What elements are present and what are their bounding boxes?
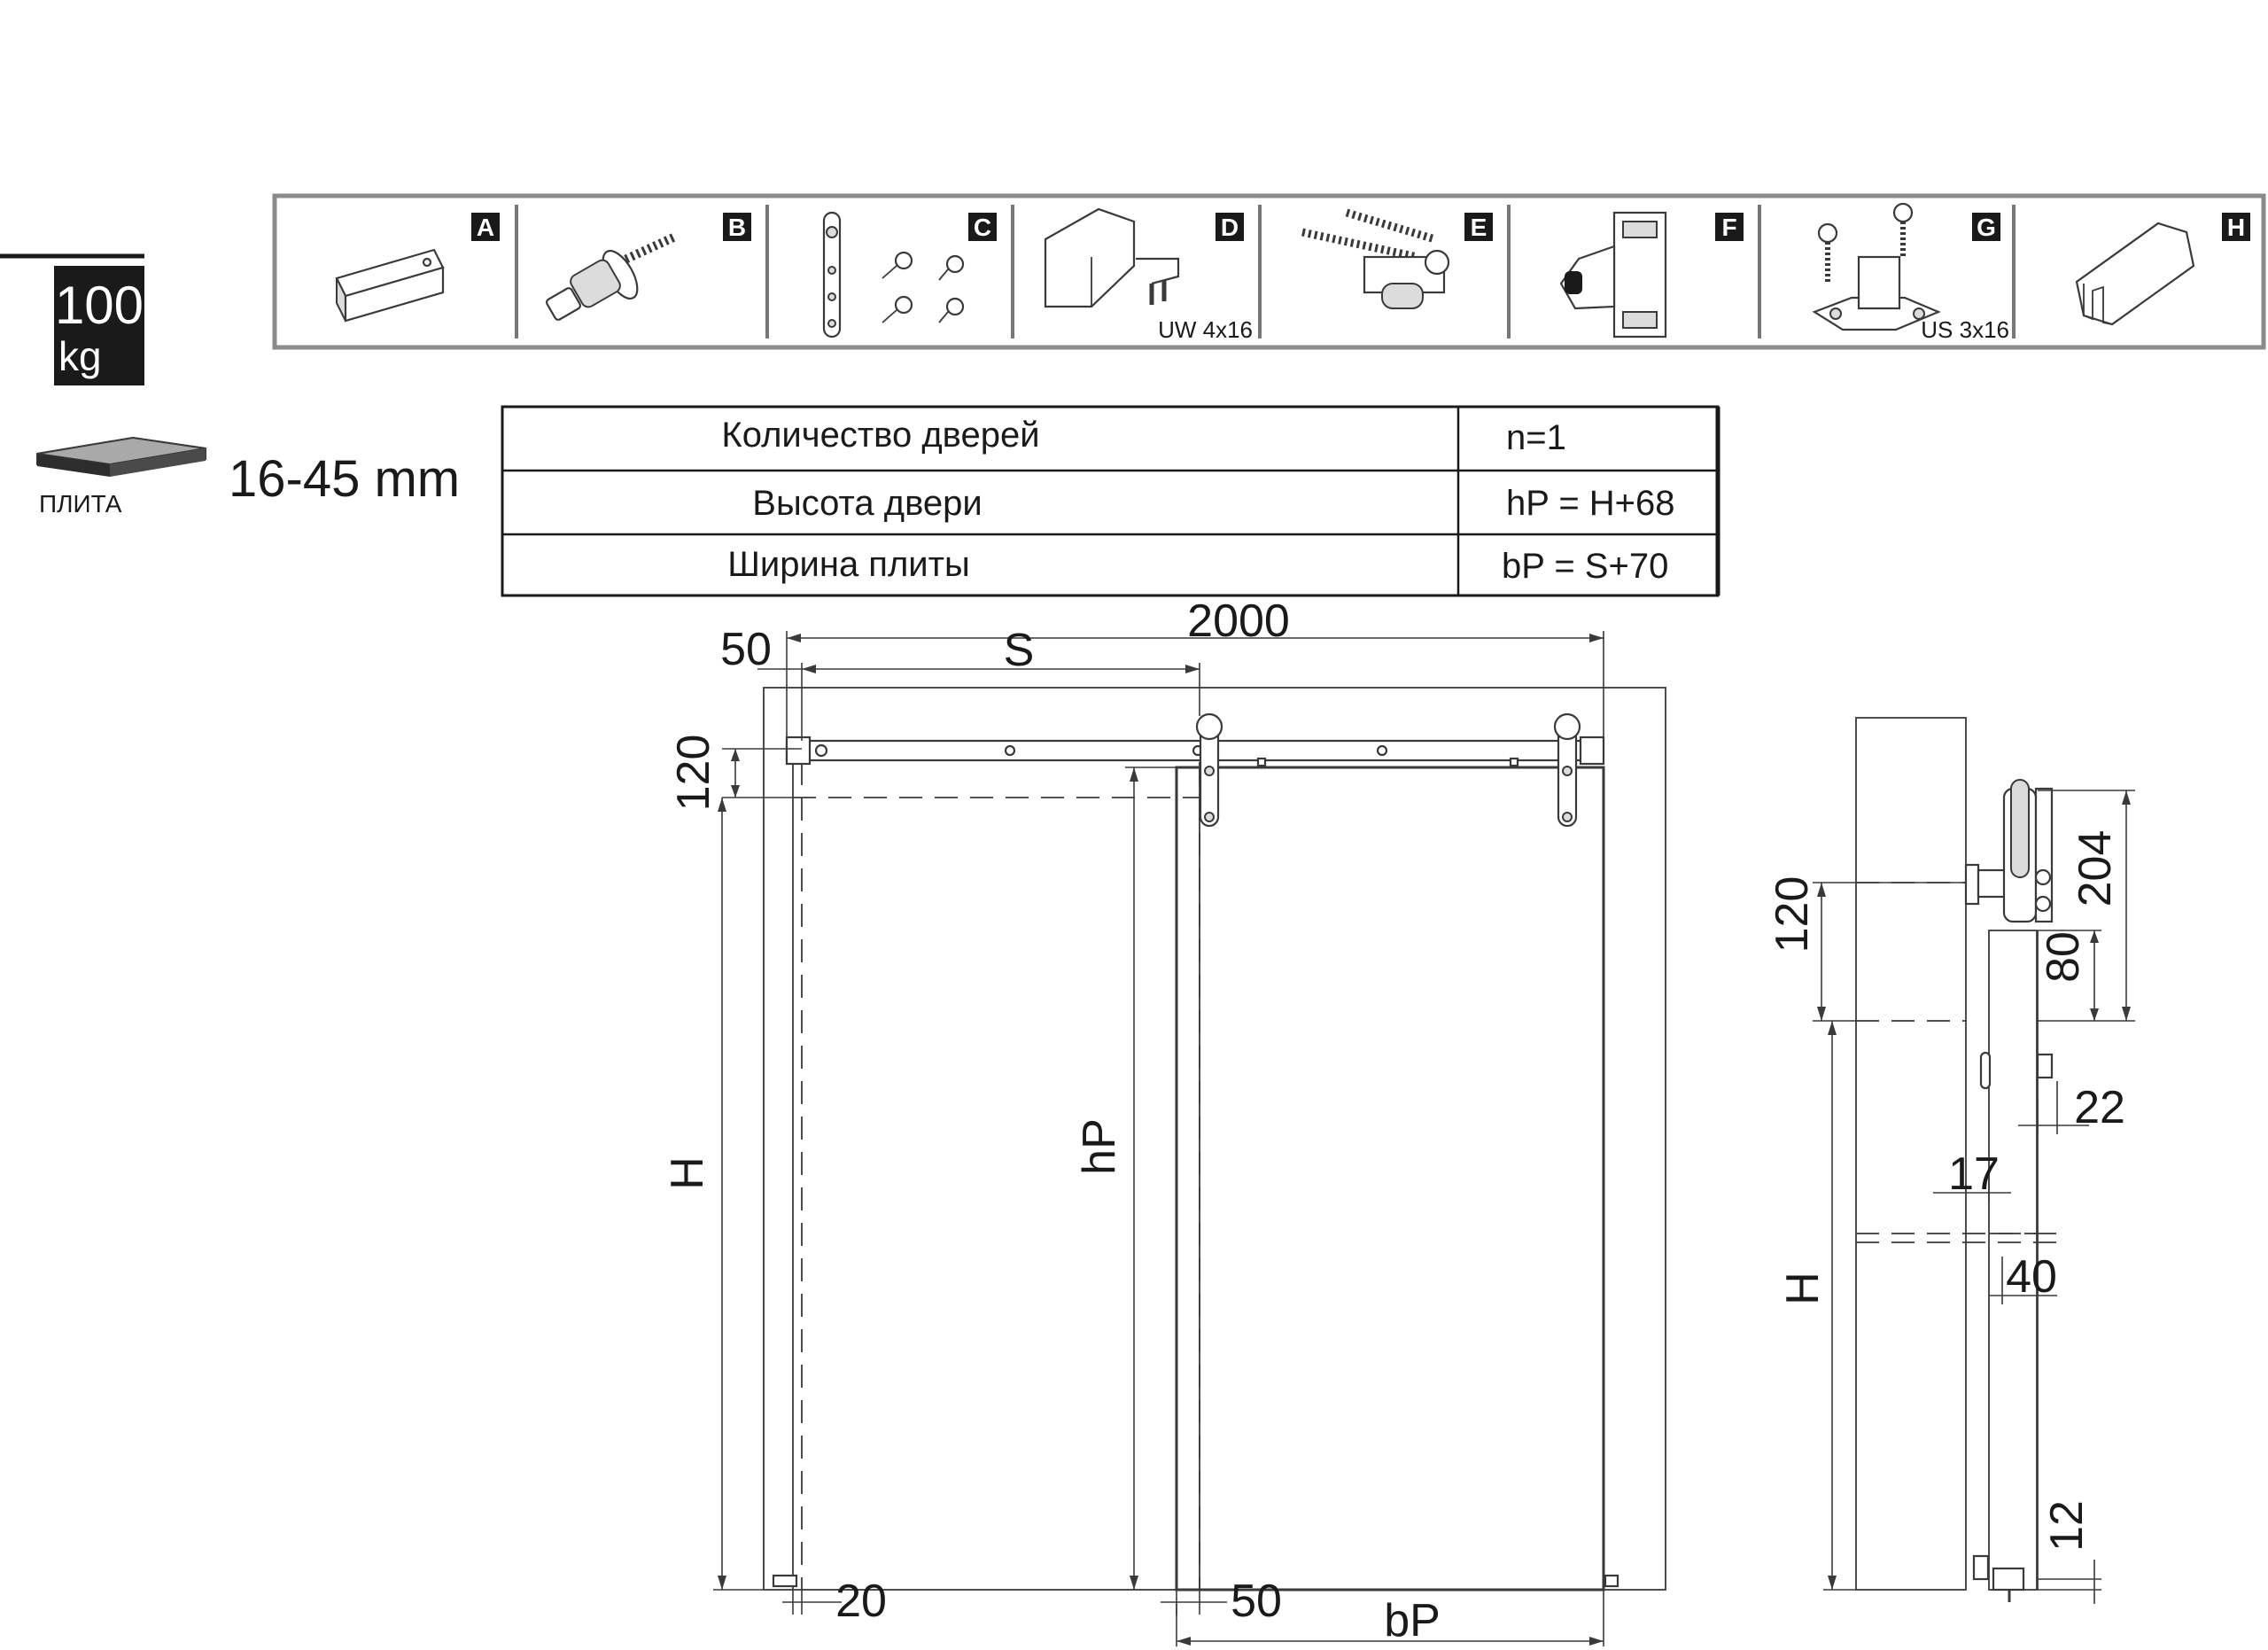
svg-text:G: G [1977, 214, 1996, 241]
board-thickness [37, 438, 460, 518]
roller-right [1555, 714, 1580, 826]
capacity-badge [0, 256, 144, 385]
svg-text:D: D [1220, 214, 1239, 241]
svg-text:E: E [1470, 214, 1487, 241]
door-formula-table [502, 407, 1718, 595]
side-view [1767, 718, 2135, 1604]
side-rail-assembly [1966, 780, 2052, 922]
dim-gap-17: 17 [1948, 1148, 2000, 1200]
dim-door-width: bP [1384, 1595, 1441, 1646]
table-row-label: Ширина плиты [727, 545, 970, 584]
dim-total-height: 204 [2070, 829, 2121, 907]
table-row-value: n=1 [1506, 418, 1566, 457]
svg-text:C: C [973, 214, 992, 241]
dim-side-rail-height: 120 [1767, 876, 1818, 953]
dim-side-height: H [1777, 1272, 1829, 1305]
dim-roller-height: 80 [2038, 931, 2089, 983]
dim-rail-height: 120 [668, 734, 719, 812]
track-rail [787, 737, 1604, 766]
door-panel [1177, 767, 1604, 1590]
dim-overlap: 50 [1231, 1576, 1282, 1627]
board-label: ПЛИТА [39, 490, 122, 518]
svg-text:A: A [476, 214, 495, 241]
front-view [662, 595, 1666, 1646]
dim-total-width: 2000 [1187, 595, 1290, 647]
dim-gap-40: 40 [2006, 1251, 2057, 1303]
dim-height: H [662, 1156, 713, 1190]
table-row-value: hP = H+68 [1506, 484, 1675, 523]
parts-strip [275, 196, 2264, 347]
svg-text:B: B [727, 214, 747, 241]
dim-opening-width: S [1003, 625, 1035, 676]
dim-gap-22: 22 [2074, 1082, 2125, 1133]
roller-left [1197, 714, 1222, 826]
table-row-label: Высота двери [752, 484, 983, 523]
dim-offset-left: 50 [720, 624, 772, 675]
capacity-value: 100 [54, 276, 144, 335]
dim-bottom-12: 12 [2041, 1500, 2093, 1552]
dim-bottom-gap: 20 [835, 1576, 887, 1627]
capacity-unit: kg [58, 333, 102, 379]
board-thickness-value: 16-45 mm [229, 450, 461, 508]
part-d-note: UW 4x16 [1158, 316, 1253, 343]
dim-door-height: hP [1074, 1118, 1125, 1175]
svg-text:H: H [2226, 214, 2246, 241]
part-g-note: US 3x16 [1921, 316, 2009, 343]
table-row-label: Количество дверей [721, 416, 1040, 455]
svg-text:F: F [1721, 214, 1737, 241]
table-row-value: bP = S+70 [1502, 547, 1669, 586]
